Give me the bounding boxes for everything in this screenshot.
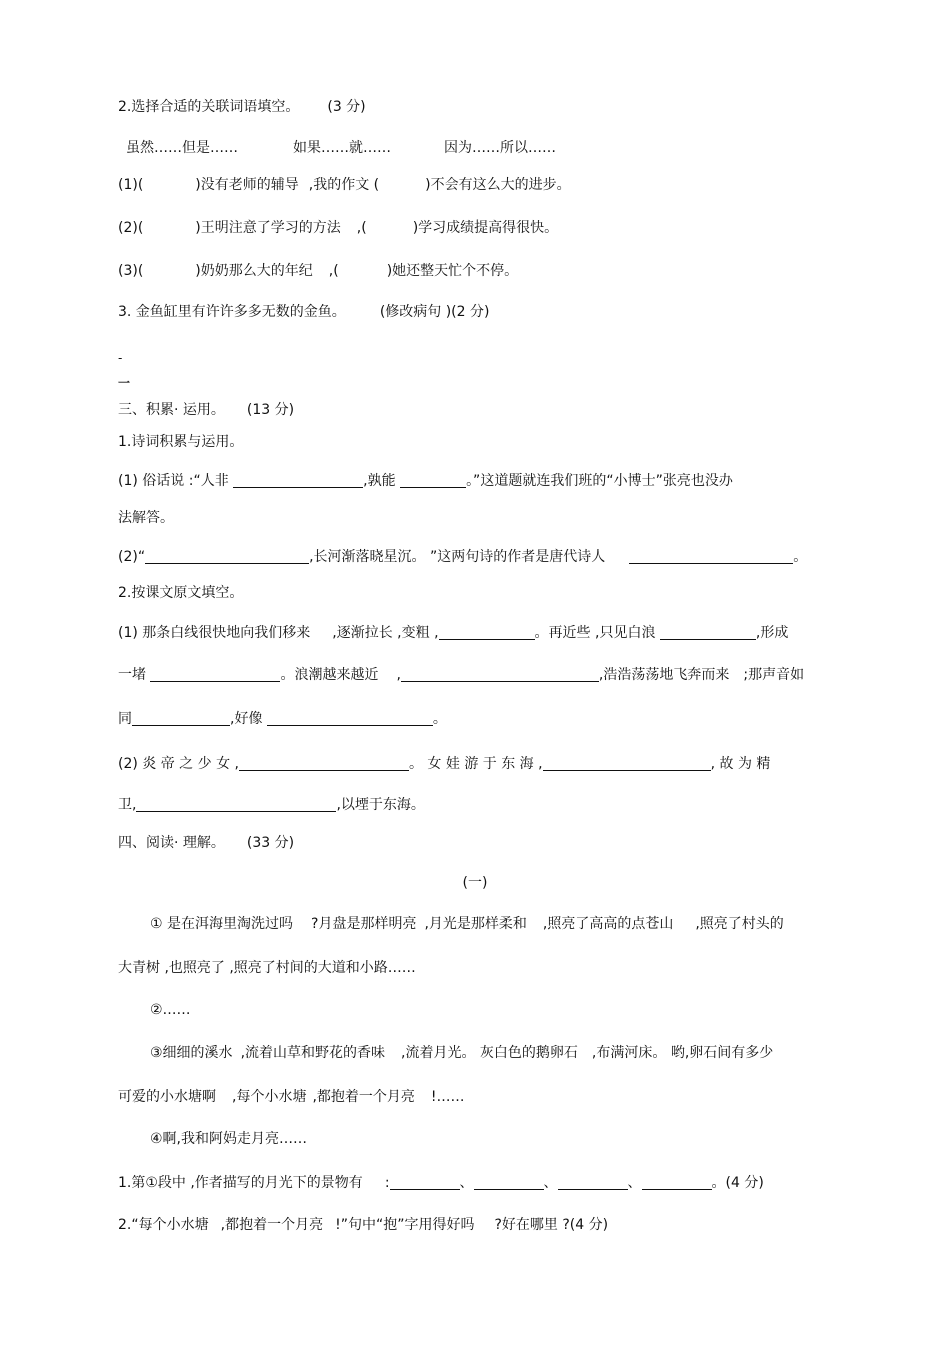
q3-score: (修改病句 )(2 分) <box>379 304 490 320</box>
s3q2-line-1 <box>118 624 788 642</box>
s3q1-title: 1.诗词积累与运用。 <box>118 434 244 450</box>
answer-blank[interactable] <box>136 797 336 812</box>
s3q1-line-2 <box>118 548 807 566</box>
text: 。再近些 ,只见白浪 <box>534 625 656 641</box>
text: 卫, <box>118 797 137 813</box>
q2-item-1 <box>118 176 571 194</box>
s3q2-line-5 <box>118 796 425 814</box>
text: ,形成 <box>755 625 789 641</box>
passage-p4: ④啊,我和阿妈走月亮…… <box>150 1131 308 1147</box>
item-text: )学习成绩提高得很快。 <box>412 220 559 236</box>
item-text: )奶奶那么大的年纪 <box>195 263 313 279</box>
text: 。 女 娃 游 于 东 海 , <box>408 756 543 772</box>
text: 、 <box>627 1175 642 1191</box>
text: ?月盘是那样明亮 <box>311 916 417 932</box>
option-1: 虽然……但是…… <box>126 140 238 156</box>
text: ,浩浩荡荡地飞奔而来 <box>598 667 730 683</box>
q2-score: (3 分) <box>327 99 366 115</box>
section-4-heading <box>118 834 294 852</box>
s3q2-line-2 <box>118 666 804 684</box>
answer-blank[interactable] <box>660 625 756 640</box>
text: 、 <box>459 1175 474 1191</box>
reading-q1 <box>118 1174 764 1192</box>
q2-item-2 <box>118 219 558 237</box>
text: ,月光是那样柔和 <box>424 916 527 932</box>
item-text: ,( <box>328 263 339 279</box>
text: ,长河渐落晓星沉。 ”这两句诗的作者是唐代诗人 <box>309 549 606 565</box>
text: 。 <box>432 711 447 727</box>
item-number: (3)( <box>118 263 144 279</box>
answer-blank[interactable] <box>629 549 793 564</box>
s3q2-title: 2.按课文原文填空。 <box>118 585 244 601</box>
text: (1) 俗话说 :“人非 <box>118 473 229 489</box>
text: ,逐渐拉长 ,变粗 , <box>332 625 439 641</box>
reading-q2 <box>118 1216 608 1234</box>
answer-blank[interactable] <box>543 756 711 771</box>
text: ③细细的溪水 <box>150 1045 233 1061</box>
text: 。 <box>793 549 808 565</box>
q2-item-3 <box>118 262 518 280</box>
item-text: )王明注意了学习的方法 <box>195 220 341 236</box>
section-3-heading <box>118 401 294 419</box>
answer-blank[interactable] <box>400 473 466 488</box>
passage-p1-cont: 大青树 ,也照亮了 ,照亮了村间的大道和小路…… <box>118 960 416 976</box>
text: (2)“ <box>118 549 146 565</box>
text: ① 是在洱海里淘洗过吗 <box>150 916 294 932</box>
item-number: (1)( <box>118 177 144 193</box>
option-3: 因为……所以…… <box>444 140 556 156</box>
text: ,都抱着一个月亮 <box>312 1089 415 1105</box>
passage-heading: (一) <box>462 875 488 891</box>
q2-options <box>126 139 556 157</box>
q2-title: 2.选择合适的关联词语填空。 <box>118 99 300 115</box>
text: 同 <box>118 711 132 727</box>
item-text: ,我的作文 ( <box>308 177 380 193</box>
text: !”句中“抱”字用得好吗 <box>335 1217 475 1233</box>
answer-blank[interactable] <box>145 549 309 564</box>
item-text: )她还整天忙个不停。 <box>386 263 519 279</box>
answer-blank[interactable] <box>233 473 363 488</box>
text: !…… <box>430 1089 465 1105</box>
item-text: )没有老师的辅导 <box>195 177 299 193</box>
text: 1.第①段中 ,作者描写的月光下的景物有 <box>118 1175 363 1191</box>
q2-heading <box>118 98 366 116</box>
text: , <box>396 667 401 683</box>
option-2: 如果……就…… <box>293 140 391 156</box>
answer-blank[interactable] <box>439 625 535 640</box>
text: ,流着山草和野花的香味 <box>240 1045 386 1061</box>
section-score: (33 分) <box>246 835 295 851</box>
text: 。”这道题就连我们班的“小博士”张亮也没办 <box>466 473 733 489</box>
answer-blank[interactable] <box>267 711 433 726</box>
section-score: (13 分) <box>246 402 295 418</box>
item-text: ,( <box>356 220 367 236</box>
text: 、 <box>543 1175 558 1191</box>
s3q1-line-1-cont: 法解答。 <box>118 510 174 526</box>
text: 2.“每个小水塘 <box>118 1217 209 1233</box>
section-title: 四、阅读· 理解。 <box>118 835 225 851</box>
passage-p2: ②…… <box>150 1002 191 1018</box>
text: (2) 炎 帝 之 少 女 , <box>118 756 239 772</box>
text: 。(4 分) <box>711 1175 764 1191</box>
text: 。浪潮越来越近 <box>280 667 379 683</box>
text: ;那声音如 <box>743 667 805 683</box>
text: ,照亮了村头的 <box>695 916 784 932</box>
answer-blank[interactable] <box>401 667 599 682</box>
answer-blank[interactable] <box>239 756 409 771</box>
text: : <box>384 1175 390 1191</box>
text: ,每个小水塘 <box>232 1089 307 1105</box>
text: ,以堙于东海。 <box>336 797 425 813</box>
answer-blank[interactable] <box>474 1175 544 1190</box>
item-text: )不会有这么大的进步。 <box>425 177 571 193</box>
text: ,流着月光。 灰白色的鹅卵石 <box>401 1045 578 1061</box>
text: , 故 为 精 <box>710 756 771 772</box>
passage-p3-cont <box>118 1088 465 1106</box>
passage-p1 <box>150 915 784 933</box>
text: 一堵 <box>118 667 146 683</box>
section-title: 三、积累· 运用。 <box>118 402 225 418</box>
passage-p3 <box>150 1044 773 1062</box>
text: ,都抱着一个月亮 <box>220 1217 324 1233</box>
answer-blank[interactable] <box>558 1175 628 1190</box>
text: ,孰能 <box>363 473 396 489</box>
answer-blank[interactable] <box>642 1175 712 1190</box>
text: ,布满河床。 哟,卵石间有多少 <box>591 1045 774 1061</box>
q3 <box>118 303 489 321</box>
s3q2-line-4 <box>118 755 770 773</box>
answer-blank[interactable] <box>390 1175 460 1190</box>
answer-blank[interactable] <box>132 711 230 726</box>
text: 可爱的小水塘啊 <box>118 1089 216 1105</box>
stray-mark: 一 <box>118 376 131 390</box>
stray-mark: - <box>118 351 123 365</box>
answer-blank[interactable] <box>150 667 280 682</box>
q3-text: 3. 金鱼缸里有许许多多无数的金鱼。 <box>118 304 346 320</box>
item-number: (2)( <box>118 220 144 236</box>
s3q1-line-1 <box>118 472 733 490</box>
text: (1) 那条白线很快地向我们移来 <box>118 625 311 641</box>
text: ,好像 <box>230 711 263 727</box>
s3q2-line-3 <box>118 710 447 728</box>
text: ,照亮了高高的点苍山 <box>542 916 674 932</box>
text: ?好在哪里 ?(4 分) <box>494 1217 609 1233</box>
